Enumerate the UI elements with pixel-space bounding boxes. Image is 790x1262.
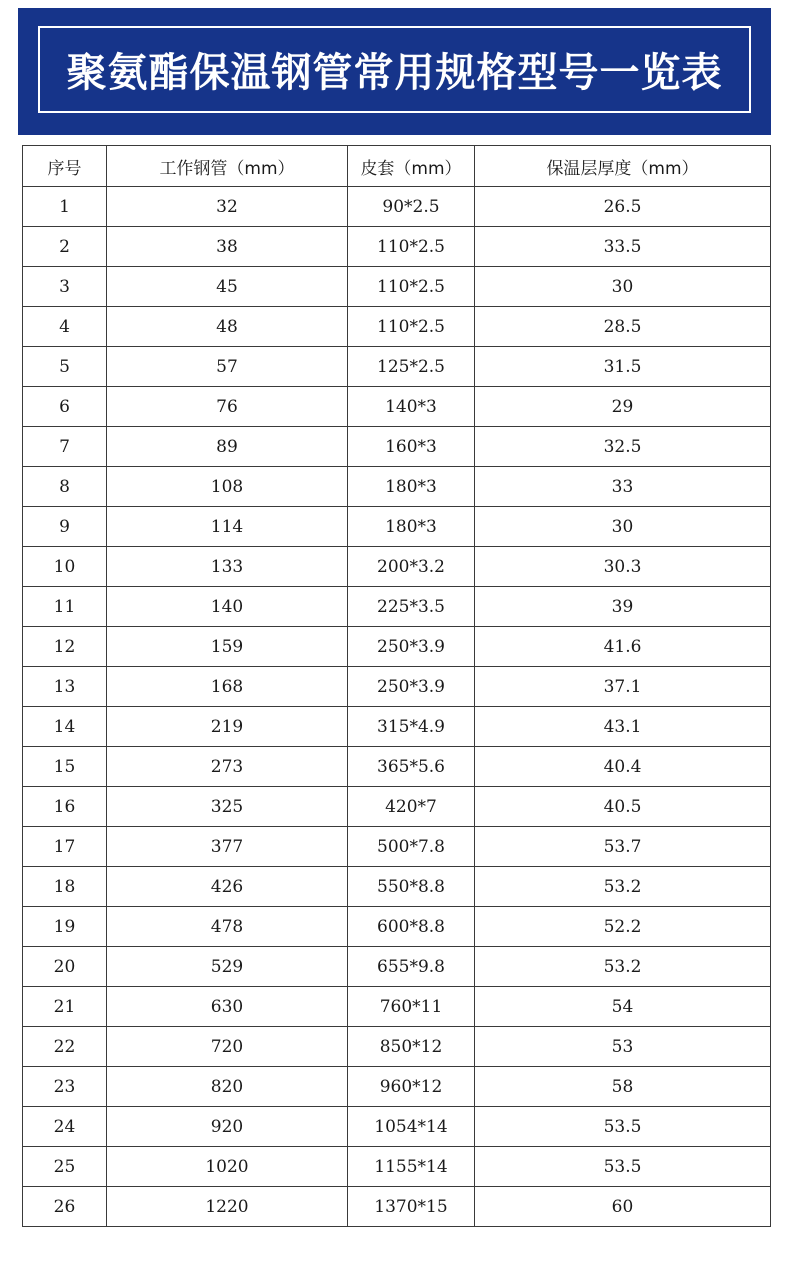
cell-jacket: 160*3 bbox=[348, 427, 475, 467]
table-row bbox=[23, 1027, 771, 1067]
table-row bbox=[23, 587, 771, 627]
cell-insulation-thickness: 53.7 bbox=[475, 827, 771, 867]
cell-steel-pipe: 32 bbox=[107, 187, 348, 227]
table-row bbox=[23, 947, 771, 987]
table-row bbox=[23, 467, 771, 507]
cell-jacket: 200*3.2 bbox=[348, 547, 475, 587]
cell-steel-pipe: 325 bbox=[107, 787, 348, 827]
cell-steel-pipe: 1020 bbox=[107, 1147, 348, 1187]
cell-jacket: 180*3 bbox=[348, 467, 475, 507]
cell-index: 22 bbox=[23, 1027, 107, 1067]
cell-jacket: 1155*14 bbox=[348, 1147, 475, 1187]
cell-steel-pipe: 114 bbox=[107, 507, 348, 547]
cell-insulation-thickness: 32.5 bbox=[475, 427, 771, 467]
table-row bbox=[23, 387, 771, 427]
cell-insulation-thickness: 40.5 bbox=[475, 787, 771, 827]
table-row bbox=[23, 547, 771, 587]
table-row bbox=[23, 187, 771, 227]
cell-insulation-thickness: 30 bbox=[475, 267, 771, 307]
cell-index: 7 bbox=[23, 427, 107, 467]
cell-jacket: 110*2.5 bbox=[348, 267, 475, 307]
cell-steel-pipe: 159 bbox=[107, 627, 348, 667]
cell-steel-pipe: 820 bbox=[107, 1067, 348, 1107]
cell-insulation-thickness: 54 bbox=[475, 987, 771, 1027]
cell-index: 26 bbox=[23, 1187, 107, 1227]
cell-index: 1 bbox=[23, 187, 107, 227]
cell-insulation-thickness: 29 bbox=[475, 387, 771, 427]
table-row bbox=[23, 747, 771, 787]
cell-steel-pipe: 219 bbox=[107, 707, 348, 747]
cell-jacket: 110*2.5 bbox=[348, 227, 475, 267]
header-insulation-thickness: 保温层厚度（mm） bbox=[475, 146, 771, 187]
cell-steel-pipe: 168 bbox=[107, 667, 348, 707]
cell-jacket: 1054*14 bbox=[348, 1107, 475, 1147]
page-title: 聚氨酯保温钢管常用规格型号一览表 bbox=[66, 50, 723, 96]
cell-insulation-thickness: 53.5 bbox=[475, 1107, 771, 1147]
table-row bbox=[23, 627, 771, 667]
cell-jacket: 500*7.8 bbox=[348, 827, 475, 867]
cell-insulation-thickness: 41.6 bbox=[475, 627, 771, 667]
cell-index: 12 bbox=[23, 627, 107, 667]
table-row bbox=[23, 787, 771, 827]
cell-insulation-thickness: 52.2 bbox=[475, 907, 771, 947]
cell-insulation-thickness: 39 bbox=[475, 587, 771, 627]
table-row bbox=[23, 987, 771, 1027]
cell-insulation-thickness: 40.4 bbox=[475, 747, 771, 787]
cell-index: 8 bbox=[23, 467, 107, 507]
cell-insulation-thickness: 60 bbox=[475, 1187, 771, 1227]
cell-jacket: 550*8.8 bbox=[348, 867, 475, 907]
cell-index: 20 bbox=[23, 947, 107, 987]
cell-steel-pipe: 377 bbox=[107, 827, 348, 867]
cell-index: 5 bbox=[23, 347, 107, 387]
title-frame bbox=[38, 26, 751, 113]
cell-steel-pipe: 920 bbox=[107, 1107, 348, 1147]
cell-jacket: 140*3 bbox=[348, 387, 475, 427]
cell-jacket: 600*8.8 bbox=[348, 907, 475, 947]
cell-jacket: 420*7 bbox=[348, 787, 475, 827]
cell-jacket: 960*12 bbox=[348, 1067, 475, 1107]
cell-jacket: 110*2.5 bbox=[348, 307, 475, 347]
table-row bbox=[23, 227, 771, 267]
table-row bbox=[23, 1187, 771, 1227]
cell-index: 4 bbox=[23, 307, 107, 347]
table-row bbox=[23, 1147, 771, 1187]
cell-insulation-thickness: 28.5 bbox=[475, 307, 771, 347]
cell-index: 2 bbox=[23, 227, 107, 267]
cell-insulation-thickness: 53.5 bbox=[475, 1147, 771, 1187]
cell-insulation-thickness: 53.2 bbox=[475, 947, 771, 987]
cell-jacket: 760*11 bbox=[348, 987, 475, 1027]
header-steel-pipe: 工作钢管（mm） bbox=[107, 146, 348, 187]
cell-jacket: 1370*15 bbox=[348, 1187, 475, 1227]
cell-jacket: 850*12 bbox=[348, 1027, 475, 1067]
table-row bbox=[23, 667, 771, 707]
cell-jacket: 250*3.9 bbox=[348, 627, 475, 667]
table-row bbox=[23, 867, 771, 907]
cell-index: 23 bbox=[23, 1067, 107, 1107]
cell-index: 15 bbox=[23, 747, 107, 787]
table-row bbox=[23, 1107, 771, 1147]
cell-insulation-thickness: 31.5 bbox=[475, 347, 771, 387]
table-row bbox=[23, 707, 771, 747]
title-banner bbox=[18, 8, 771, 135]
cell-jacket: 365*5.6 bbox=[348, 747, 475, 787]
cell-jacket: 90*2.5 bbox=[348, 187, 475, 227]
cell-insulation-thickness: 43.1 bbox=[475, 707, 771, 747]
cell-jacket: 125*2.5 bbox=[348, 347, 475, 387]
cell-index: 16 bbox=[23, 787, 107, 827]
cell-steel-pipe: 45 bbox=[107, 267, 348, 307]
cell-insulation-thickness: 33.5 bbox=[475, 227, 771, 267]
cell-insulation-thickness: 33 bbox=[475, 467, 771, 507]
cell-steel-pipe: 1220 bbox=[107, 1187, 348, 1227]
table-row bbox=[23, 827, 771, 867]
header-jacket: 皮套（mm） bbox=[348, 146, 475, 187]
table-header-row bbox=[23, 146, 771, 187]
cell-steel-pipe: 720 bbox=[107, 1027, 348, 1067]
cell-index: 25 bbox=[23, 1147, 107, 1187]
cell-index: 18 bbox=[23, 867, 107, 907]
cell-index: 19 bbox=[23, 907, 107, 947]
table-row bbox=[23, 427, 771, 467]
cell-jacket: 225*3.5 bbox=[348, 587, 475, 627]
table-row bbox=[23, 507, 771, 547]
cell-index: 6 bbox=[23, 387, 107, 427]
cell-steel-pipe: 630 bbox=[107, 987, 348, 1027]
cell-insulation-thickness: 26.5 bbox=[475, 187, 771, 227]
cell-steel-pipe: 529 bbox=[107, 947, 348, 987]
cell-insulation-thickness: 53 bbox=[475, 1027, 771, 1067]
table-row bbox=[23, 267, 771, 307]
cell-steel-pipe: 478 bbox=[107, 907, 348, 947]
cell-steel-pipe: 38 bbox=[107, 227, 348, 267]
cell-jacket: 180*3 bbox=[348, 507, 475, 547]
cell-insulation-thickness: 30 bbox=[475, 507, 771, 547]
cell-steel-pipe: 140 bbox=[107, 587, 348, 627]
cell-insulation-thickness: 37.1 bbox=[475, 667, 771, 707]
cell-steel-pipe: 108 bbox=[107, 467, 348, 507]
cell-index: 11 bbox=[23, 587, 107, 627]
cell-steel-pipe: 273 bbox=[107, 747, 348, 787]
cell-steel-pipe: 426 bbox=[107, 867, 348, 907]
cell-index: 17 bbox=[23, 827, 107, 867]
spec-table bbox=[22, 145, 771, 1227]
cell-steel-pipe: 133 bbox=[107, 547, 348, 587]
table-row bbox=[23, 1067, 771, 1107]
cell-jacket: 250*3.9 bbox=[348, 667, 475, 707]
cell-steel-pipe: 76 bbox=[107, 387, 348, 427]
cell-jacket: 655*9.8 bbox=[348, 947, 475, 987]
cell-insulation-thickness: 53.2 bbox=[475, 867, 771, 907]
header-index: 序号 bbox=[23, 146, 107, 187]
cell-index: 13 bbox=[23, 667, 107, 707]
cell-index: 10 bbox=[23, 547, 107, 587]
table-row bbox=[23, 307, 771, 347]
table-row bbox=[23, 347, 771, 387]
table-row bbox=[23, 907, 771, 947]
cell-index: 21 bbox=[23, 987, 107, 1027]
cell-steel-pipe: 48 bbox=[107, 307, 348, 347]
cell-index: 24 bbox=[23, 1107, 107, 1147]
cell-insulation-thickness: 30.3 bbox=[475, 547, 771, 587]
cell-insulation-thickness: 58 bbox=[475, 1067, 771, 1107]
cell-index: 3 bbox=[23, 267, 107, 307]
table-body bbox=[23, 187, 771, 1227]
cell-index: 14 bbox=[23, 707, 107, 747]
cell-steel-pipe: 57 bbox=[107, 347, 348, 387]
cell-index: 9 bbox=[23, 507, 107, 547]
cell-steel-pipe: 89 bbox=[107, 427, 348, 467]
cell-jacket: 315*4.9 bbox=[348, 707, 475, 747]
